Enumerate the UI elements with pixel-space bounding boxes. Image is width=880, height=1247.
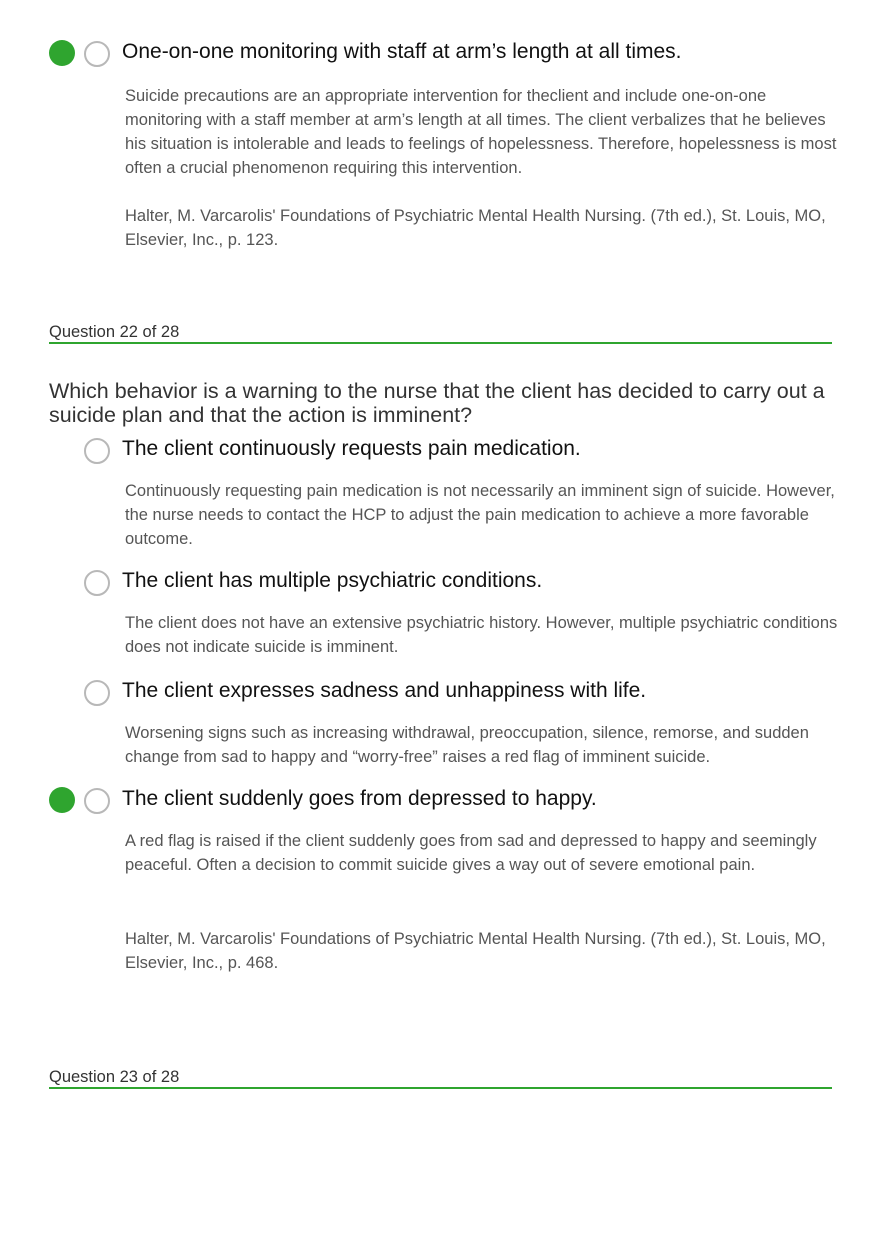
question-text: Which behavior is a warning to the nurse that the client has decided to carry out a suicide plan and that the action is imminent? <box>49 379 825 427</box>
option-radio-q21-correct[interactable] <box>84 41 110 67</box>
option-text-4: The client suddenly goes from depressed to happy. <box>122 787 597 810</box>
option-text-3: The client expresses sadness and unhappiness with life. <box>122 679 647 702</box>
reference-citation: Halter, M. Varcarolis' Foundations of Psychiatric Mental Health Nursing. (7th ed.), St. Louis, MO, Elsevier, Inc., p. 468. <box>125 930 826 972</box>
option-explanation-3: Worsening signs such as increasing withdrawal, preoccupation, silence, remorse, and sudden change from sad to happy and “worry-free” raises a red flag of imminent suicide. <box>125 724 809 766</box>
option-text-1: The client continuously requests pain medication. <box>122 437 581 460</box>
option-explanation-4: A red flag is raised if the client suddenly goes from sad and depressed to happy and seemingly peaceful. Often a decision to commit suicide gives a way out of severe emotional pain. <box>125 832 817 874</box>
option-text: One-on-one monitoring with staff at arm’s length at all times. <box>122 40 682 63</box>
option-explanation-2: The client does not have an extensive psychiatric history. However, multiple psychiatric conditions does not indicate suicide is imminent. <box>125 614 838 656</box>
question-divider <box>49 342 832 344</box>
option-radio-1[interactable] <box>84 438 110 464</box>
option-explanation: Suicide precautions are an appropriate intervention for theclient and include one-on-one monitoring with a staff member at arm’s length at all times. The client verbalizes that he believes his situation is intolerable and leads to feelings of hopelessness. Therefore, hopelessness is most often a crucial phenomenon requiring this intervention. <box>125 87 837 177</box>
reference-citation: Halter, M. Varcarolis' Foundations of Psychiatric Mental Health Nursing. (7th ed.), St. Louis, MO, Elsevier, Inc., p. 123. <box>125 207 826 249</box>
option-radio-3[interactable] <box>84 680 110 706</box>
option-radio-4[interactable] <box>84 788 110 814</box>
option-radio-2[interactable] <box>84 570 110 596</box>
question-number-label: Question 23 of 28 <box>49 1068 180 1086</box>
question-number-label: Question 22 of 28 <box>49 323 180 341</box>
correct-answer-indicator-icon <box>49 40 75 66</box>
option-text-2: The client has multiple psychiatric conditions. <box>122 569 543 592</box>
correct-answer-indicator-icon <box>49 787 75 813</box>
option-explanation-1: Continuously requesting pain medication is not necessarily an imminent sign of suicide. However, the nurse needs to contact the HCP to adjust the pain medication to achieve a more favorable outcome. <box>125 482 835 548</box>
question-divider <box>49 1087 832 1089</box>
